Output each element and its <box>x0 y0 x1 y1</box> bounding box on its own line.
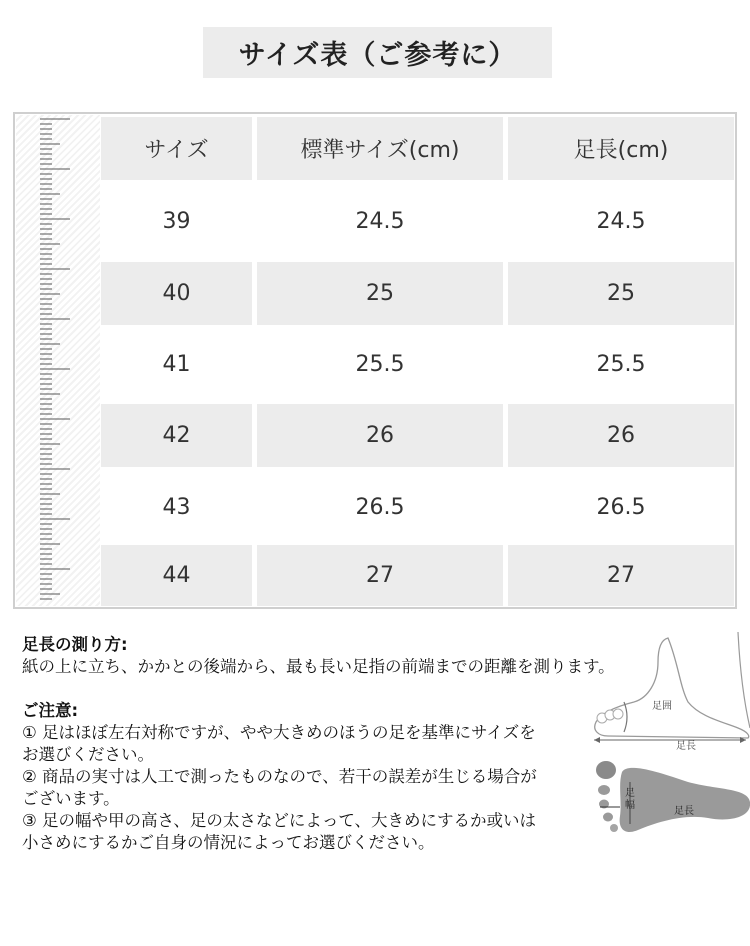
cell-standard-39: 24.5 <box>355 208 405 234</box>
toe-print <box>603 813 613 822</box>
side-foot-outline <box>595 638 749 738</box>
caution-heading: ご注意: <box>22 701 79 720</box>
ruler-ticks <box>16 115 100 606</box>
cell-length-42: 26 <box>508 404 734 467</box>
side-leg-line <box>738 632 750 728</box>
header-foot-length: 足長(cm) <box>508 117 734 180</box>
page-title: サイズ表（ご参考に） <box>203 27 552 78</box>
cell-standard-40: 25 <box>257 262 503 325</box>
footprint-sole <box>620 768 750 832</box>
header-standard-size: 標準サイズ(cm) <box>257 117 503 180</box>
cell-standard-42: 26 <box>257 404 503 467</box>
caution-line: お選びください。 <box>22 745 154 764</box>
caution-line: 小さめにするかご自身の情況によってお選びください。 <box>22 833 435 852</box>
cell-size-41: 41 <box>162 351 191 377</box>
caution-line: ③ 足の幅や甲の高さ、足の太さなどによって、大きめにするか或いは <box>22 811 537 830</box>
cell-size-40: 40 <box>101 262 252 325</box>
cell-size-39: 39 <box>162 208 191 234</box>
cell-size-44: 44 <box>101 545 252 606</box>
toe-print <box>610 824 618 832</box>
toe-shape <box>613 709 623 719</box>
foot-measurement-illustration <box>588 632 750 842</box>
cell-length-43: 26.5 <box>596 494 646 520</box>
measure-heading: 足長の測り方: <box>22 635 128 654</box>
notes-section <box>22 634 622 854</box>
toe-print <box>598 785 610 795</box>
measure-text: 紙の上に立ち、かかとの後端から、最も長い足指の前端までの距離を測ります。 <box>22 657 615 676</box>
width-label-char1: 足 <box>625 788 635 799</box>
cell-standard-43: 26.5 <box>355 494 405 520</box>
cell-standard-41: 25.5 <box>355 351 405 377</box>
length-label-top: 足長 <box>676 741 696 752</box>
cell-length-40: 25 <box>508 262 734 325</box>
toe-print <box>596 761 616 779</box>
arrowhead-icon <box>594 737 600 743</box>
cell-length-44: 27 <box>508 545 734 606</box>
ruler-decoration <box>16 115 100 606</box>
cell-size-42: 42 <box>101 404 252 467</box>
cell-standard-44: 27 <box>257 545 503 606</box>
caution-line: ② 商品の実寸は人工で測ったものなので、若干の誤差が生じる場合が <box>22 767 537 786</box>
caution-line: ございます。 <box>22 789 120 808</box>
cell-size-43: 43 <box>162 494 191 520</box>
cell-length-41: 25.5 <box>596 351 646 377</box>
girth-label: 足囲 <box>652 701 672 712</box>
width-label-char2: 幅 <box>625 800 635 811</box>
foot-diagram <box>588 632 750 842</box>
header-size: サイズ <box>101 117 252 180</box>
length-label-bottom: 足長 <box>674 806 694 817</box>
caution-line: ① 足はほぼ左右対称ですが、やや大きめのほうの足を基準にサイズを <box>22 723 536 742</box>
cell-length-39: 24.5 <box>596 208 646 234</box>
